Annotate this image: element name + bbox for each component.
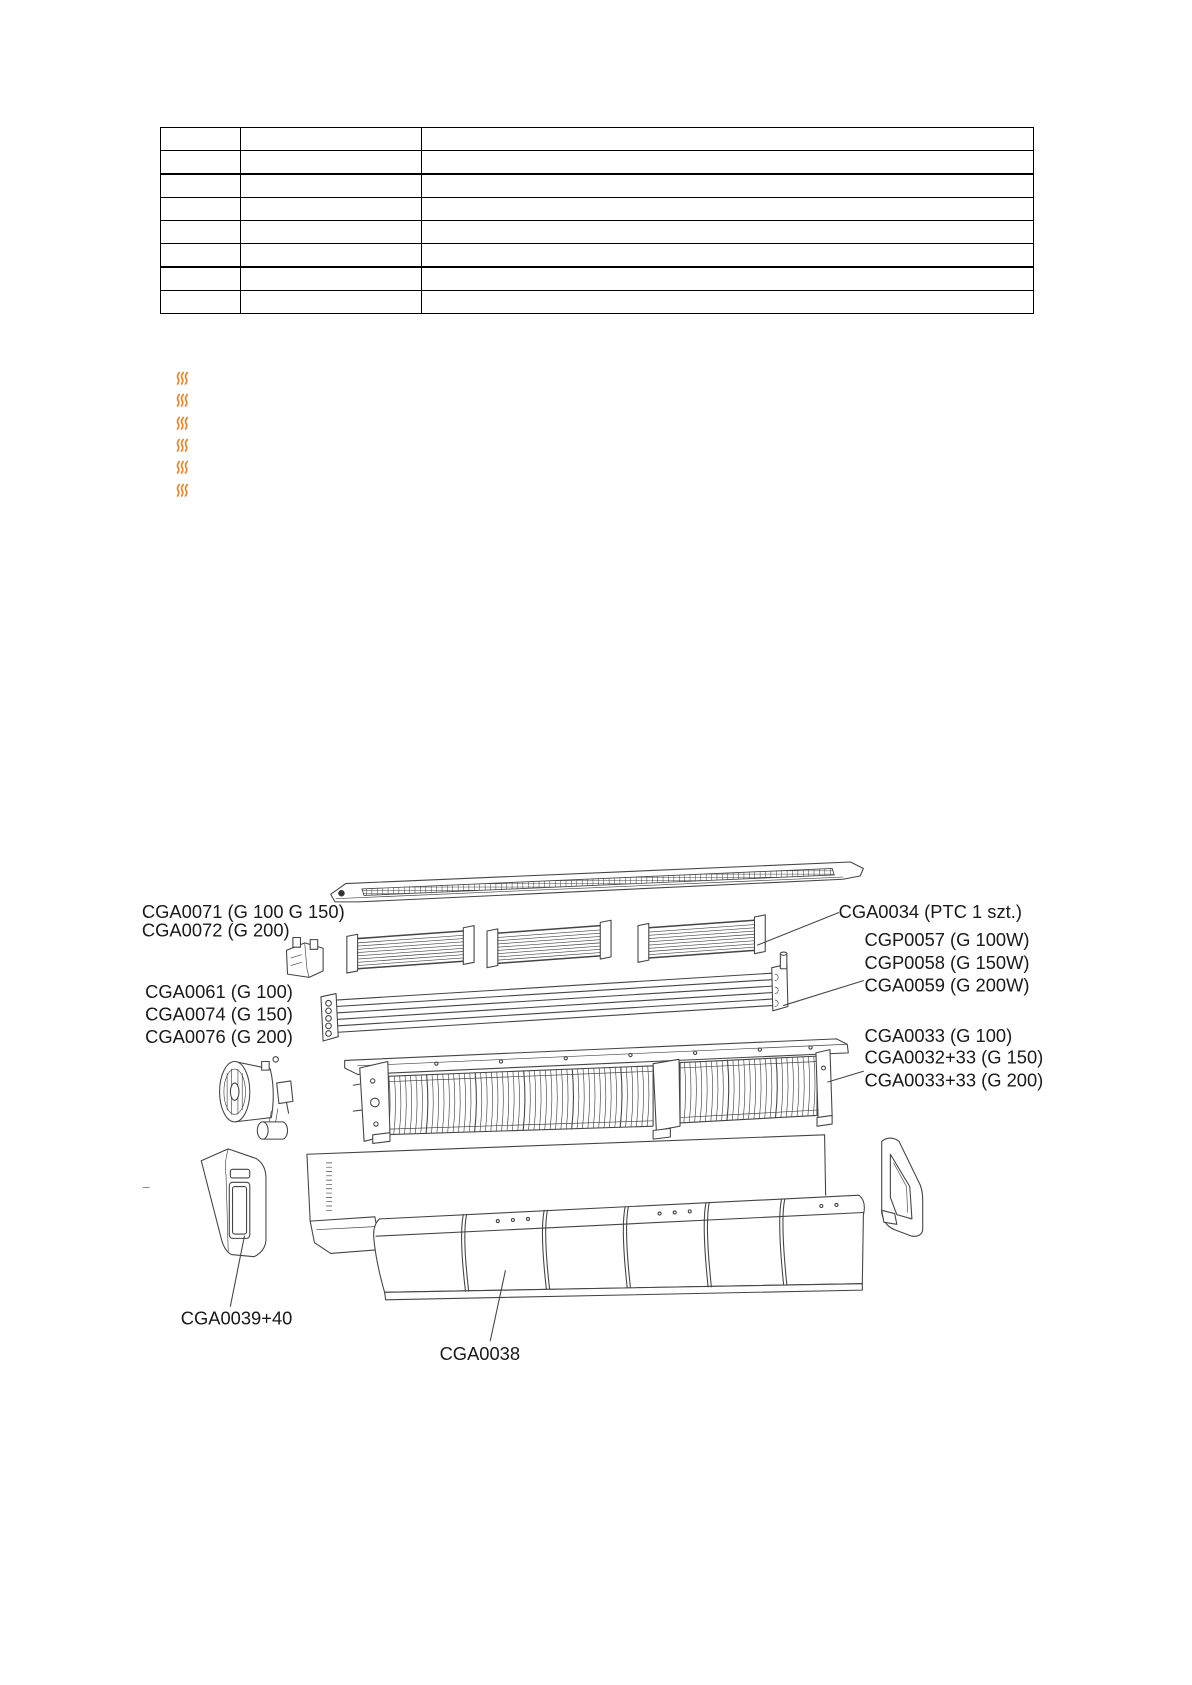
leader-line: [784, 981, 864, 1006]
table-cell: [422, 198, 1034, 221]
bullet-item: [176, 456, 190, 478]
table-row: [161, 267, 1034, 291]
table-cell: [161, 291, 241, 314]
table-cell: [241, 128, 422, 151]
table-cell: [241, 267, 422, 291]
heat-wave-icon: [176, 460, 190, 474]
bullet-item: [176, 412, 190, 434]
label-cga0034: CGA0034 (PTC 1 szt.): [838, 901, 1022, 923]
label-cga0076: CGA0076 (G 200): [145, 1026, 293, 1048]
brand-logo-mark: [338, 890, 344, 896]
leader-line: [828, 1071, 864, 1082]
table-row: [161, 128, 1034, 151]
table-cell: [422, 174, 1034, 198]
label-cga0061: CGA0061 (G 100): [145, 980, 293, 1002]
table-cell: [161, 221, 241, 244]
parts-table: [160, 127, 1034, 314]
parts-table-body: [161, 128, 1034, 314]
table-cell: [161, 151, 241, 175]
table-cell: [241, 221, 422, 244]
heat-wave-icon: [176, 416, 190, 430]
ptc-heater-block: [347, 926, 474, 973]
table-cell: [422, 267, 1034, 291]
label-cga0071: CGA0071 (G 100 G 150): [141, 901, 345, 923]
table-cell: [422, 221, 1034, 244]
table-cell: [161, 244, 241, 268]
table-cell: [422, 244, 1034, 268]
top-grille-panel: [331, 862, 864, 902]
heating-element: [321, 952, 788, 1041]
table-cell: [161, 267, 241, 291]
table-cell: [161, 198, 241, 221]
label-cga0033: CGA0033 (G 100): [864, 1025, 1013, 1047]
leader-line: [758, 913, 839, 945]
label-cgp0057: CGP0057 (G 100W): [864, 929, 1030, 951]
table-cell: [422, 291, 1034, 314]
label-cga0074: CGA0074 (G 150): [145, 1003, 293, 1025]
label-cga0032-33: CGA0032+33 (G 150): [864, 1046, 1044, 1068]
table-row: [161, 291, 1034, 314]
label-cgp0058: CGP0058 (G 150W): [864, 951, 1030, 973]
table-cell: [241, 174, 422, 198]
label-cga0059: CGA0059 (G 200W): [864, 974, 1030, 996]
bullet-item: [176, 389, 190, 411]
heat-wave-icon: [176, 483, 190, 497]
cross-flow-rotor-left: [379, 1066, 653, 1135]
heat-wave-icon: [176, 438, 190, 452]
label-cga0038: CGA0038: [439, 1343, 521, 1365]
table-row: [161, 198, 1034, 221]
table-row: [161, 151, 1034, 175]
fan-motor: [220, 1057, 293, 1122]
bullet-item: [176, 478, 190, 500]
table-cell: [241, 151, 422, 175]
label-cga0072: CGA0072 (G 200): [141, 919, 290, 941]
label-cga0039-40: CGA0039+40: [180, 1307, 293, 1329]
table-row: [161, 174, 1034, 198]
heat-wave-icon: [176, 371, 190, 385]
bullet-list: [176, 367, 190, 501]
table-row: [161, 221, 1034, 244]
table-cell: [161, 174, 241, 198]
ptc-heater-block: [487, 920, 611, 967]
bullet-item: [176, 367, 190, 389]
right-end-cap: [882, 1138, 923, 1236]
bullet-item: [176, 434, 190, 456]
ptc-heater-block: [638, 915, 765, 962]
front-cover: [374, 1195, 865, 1300]
terminal-block: [286, 937, 323, 977]
table-cell: [241, 198, 422, 221]
table-cell: [241, 291, 422, 314]
heat-wave-icon: [176, 393, 190, 407]
table-cell: [422, 128, 1034, 151]
table-row: [161, 244, 1034, 268]
table-cell: [241, 244, 422, 268]
table-cell: [422, 151, 1034, 175]
air-curtain-exploded-diagram: [129, 852, 1078, 1381]
left-side-cover: [201, 1149, 266, 1257]
table-cell: [161, 128, 241, 151]
label-cga0033-33: CGA0033+33 (G 200): [864, 1069, 1044, 1091]
cross-flow-rotor-right: [680, 1056, 817, 1123]
